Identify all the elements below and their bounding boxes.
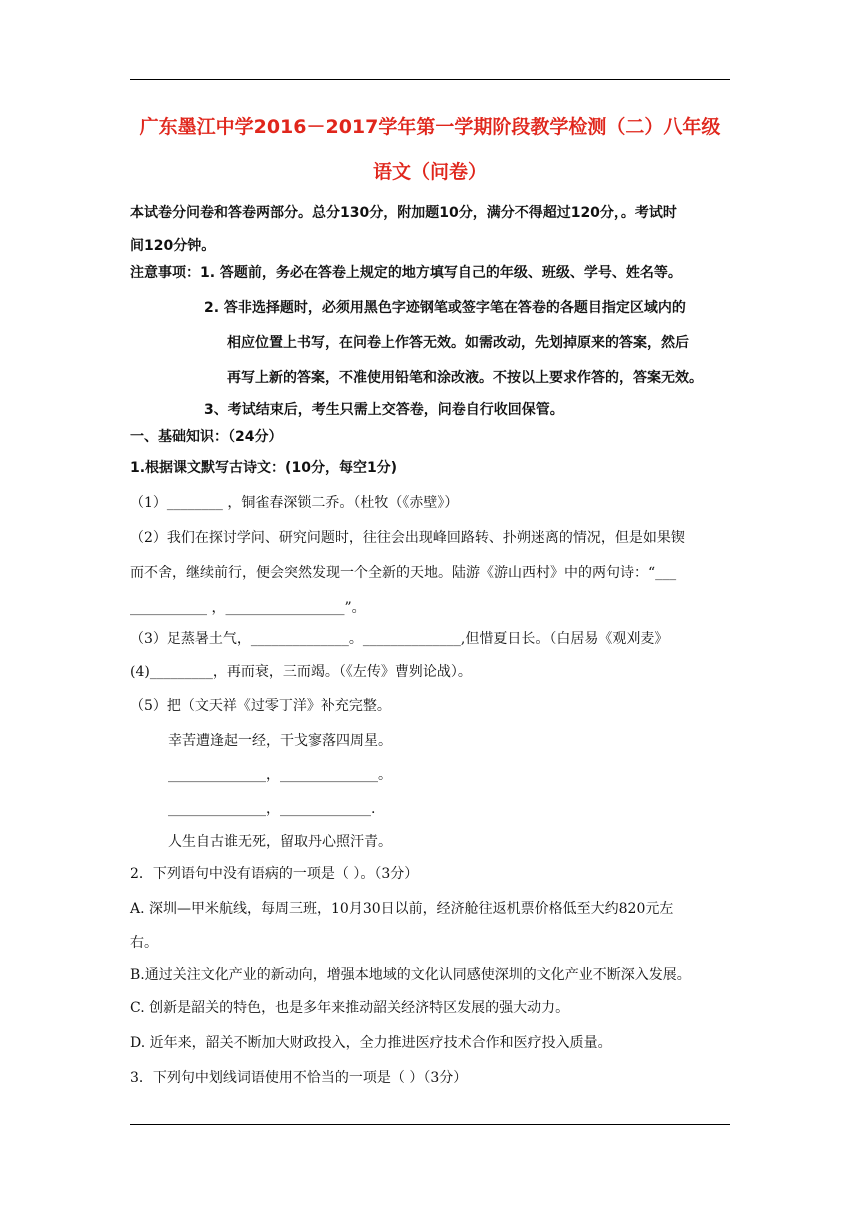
q1-stem: 1.根据课文默写古诗文：(10分，每空1分) xyxy=(130,460,398,476)
bottom-rule xyxy=(130,1124,730,1125)
poem-line2: ______________，______________。 xyxy=(168,767,392,783)
q1-part4: (4)_________，再而衰，三而竭。（《左传》曹刿论战）。 xyxy=(130,664,472,680)
q2-stem: 2．下列语句中没有语病的一项是（ ）。（3分） xyxy=(130,866,419,882)
q3-stem: 3．下列句中划线词语使用不恰当的一项是（ ）（3分） xyxy=(130,1070,468,1086)
note-1: 注意事项：1. 答题前，务必在答卷上规定的地方填写自己的年级、班级、学号、姓名等。 xyxy=(130,265,682,281)
section1-heading: 一、基础知识：（24分） xyxy=(130,429,283,445)
intro-line2: 间120分钟。 xyxy=(130,238,216,254)
q2-option-c: C. 创新是韶关的特色，也是多年来推动韶关经济特区发展的强大动力。 xyxy=(130,1000,570,1016)
q1-part1: （1）________ ，铜雀春深锁二乔。（杜牧（《赤壁》） xyxy=(130,495,459,511)
q1-part2a: （2）我们在探讨学问、研究问题时，往往会出现峰回路转、扑朔迷离的情况，但是如果锲 xyxy=(130,530,685,546)
poem-line1: 幸苦遭逢起一经，干戈寥落四周星。 xyxy=(168,733,392,749)
exam-title-line1: 广东墨江中学2016－2017学年第一学期阶段教学检测（二）八年级 xyxy=(139,116,721,138)
q1-part3: （3）足蒸暑土气，______________。______________,但惜夏日长。（白居易《观刈麦》 xyxy=(130,631,669,647)
top-rule xyxy=(130,79,730,80)
q2-option-d: D. 近年来，韶关不断加大财政投入，全力推进医疗技术合作和医疗投入质量。 xyxy=(130,1035,612,1051)
note-2b: 相应位置上书写，在问卷上作答无效。如需改动，先划掉原来的答案，然后 xyxy=(227,335,689,351)
q1-part2c: ___________ ，_________________”。 xyxy=(130,600,366,616)
poem-line3: ______________，_____________. xyxy=(168,801,376,817)
q2-option-a2: 右。 xyxy=(130,935,158,951)
q1-part5: （5）把（文天祥《过零丁洋》补充完整。 xyxy=(130,698,391,714)
note-2c: 再写上新的答案，不准使用铅笔和涂改液。不按以上要求作答的，答案无效。 xyxy=(227,370,703,386)
q2-option-a1: A. 深圳—甲米航线，每周三班，10月30日以前，经济舱往返机票价格低至大约820元左 xyxy=(130,901,674,917)
intro-line1: 本试卷分问卷和答卷两部分。总分130分，附加题10分，满分不得超过120分，。考试时 xyxy=(130,205,677,221)
exam-title-line2: 语文（问卷） xyxy=(372,161,487,183)
q2-option-b: B.通过关注文化产业的新动向，增强本地域的文化认同感使深圳的文化产业不断深入发展。 xyxy=(130,967,691,983)
poem-line4: 人生自古谁无死，留取丹心照汗青。 xyxy=(168,834,392,850)
q1-part2b: 而不舍，继续前行，便会突然发现一个全新的天地。陆游《游山西村》中的两句诗：“___ xyxy=(130,565,677,581)
note-3: 3、考试结束后，考生只需上交答卷，问卷自行收回保管。 xyxy=(204,402,564,418)
note-2a: 2. 答非选择题时，必须用黑色字迹钢笔或签字笔在答卷的各题目指定区域内的 xyxy=(204,300,686,316)
